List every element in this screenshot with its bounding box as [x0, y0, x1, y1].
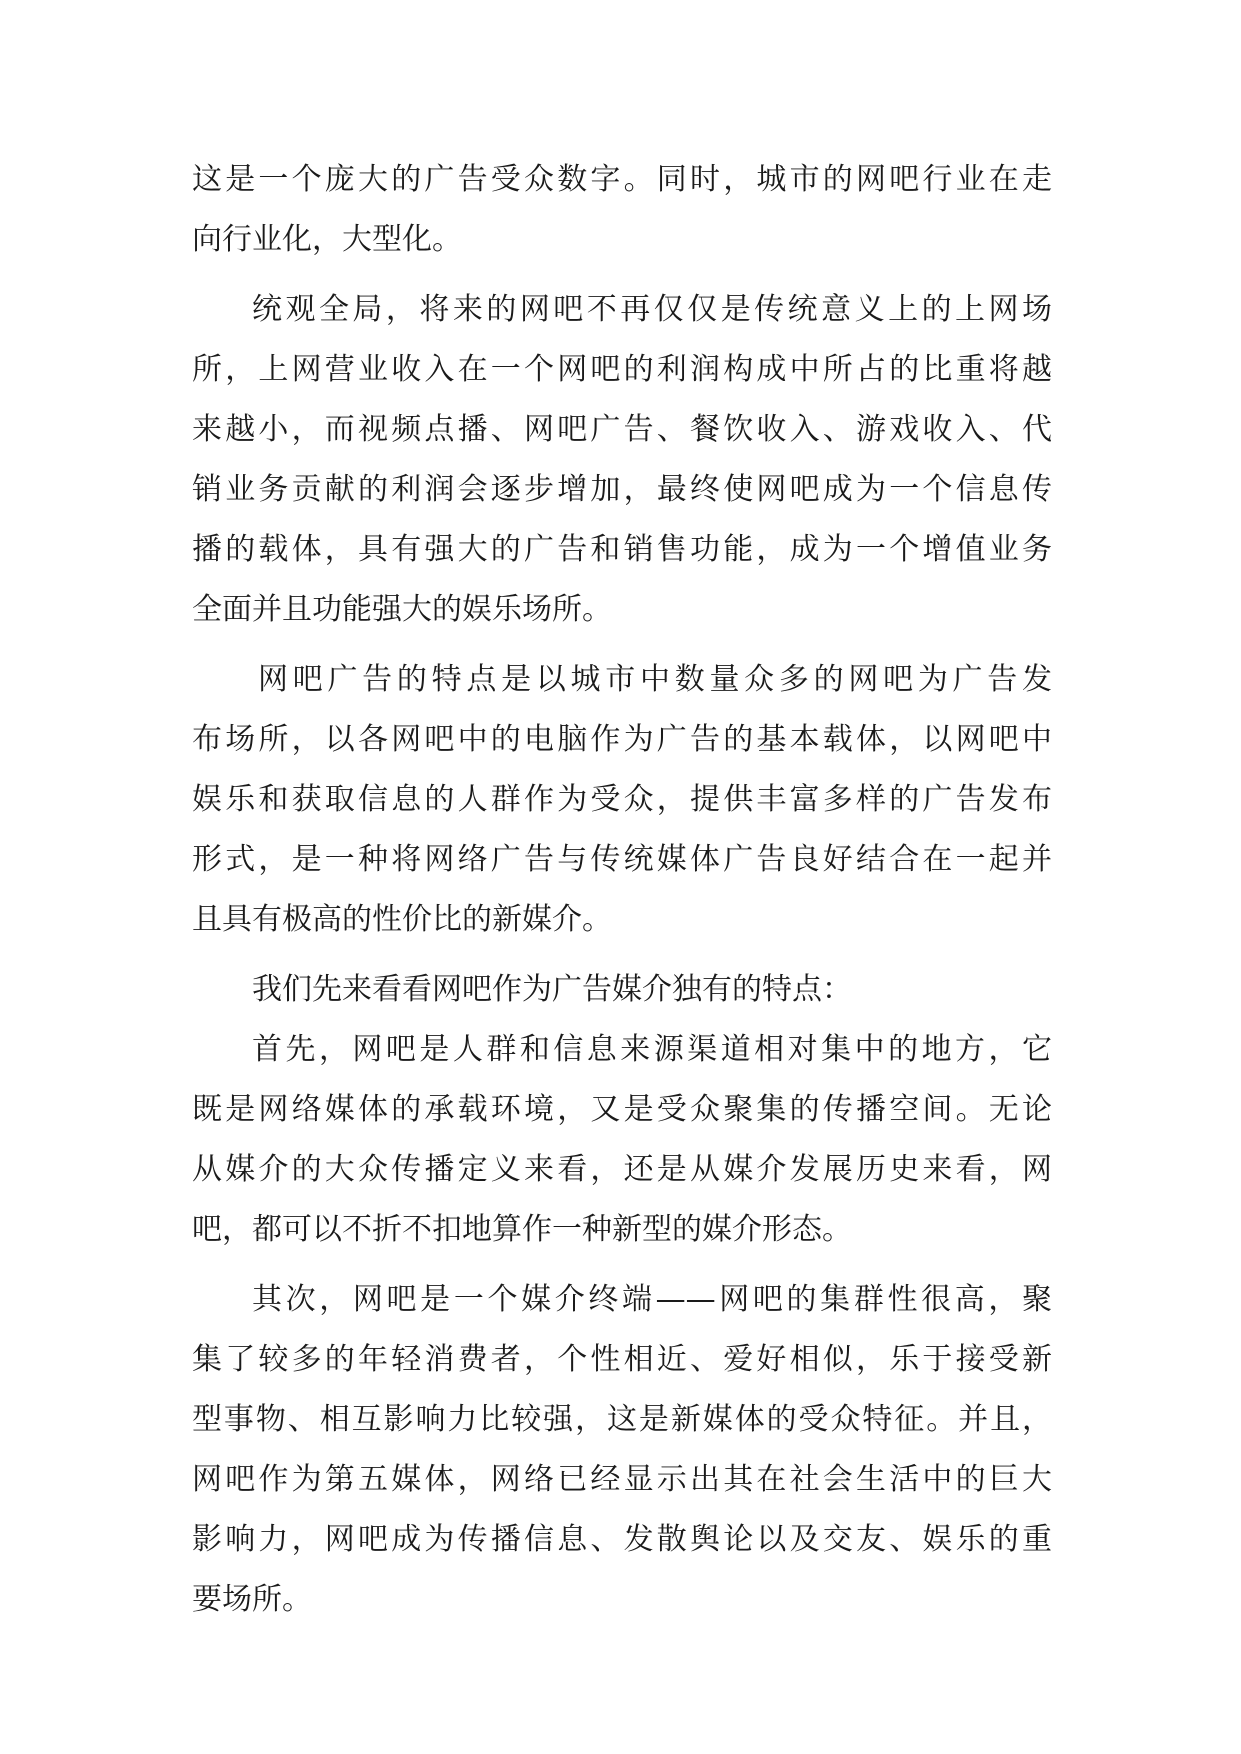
paragraph-first-line: 统观全局，将来的网吧不再仅仅是传统意义上的上网场 — [252, 292, 1052, 327]
paragraph-first-line: 首先，网吧是人群和信息来源渠道相对集中的地方，它 — [252, 1032, 1052, 1067]
paragraph-first-line: 网吧广告的特点是以城市中数量众多的网吧为广告发 — [258, 662, 1052, 697]
text-line: 来越小，而视频点播、网吧广告、餐饮收入、游戏收入、代 — [192, 412, 1052, 447]
text-line: 这是一个庞大的广告受众数字。同时，城市的网吧行业在走 — [192, 162, 1052, 197]
text-line: 吧，都可以不折不扣地算作一种新型的媒介形态。 — [192, 1212, 852, 1247]
paragraph-first-line: 其次，网吧是一个媒介终端——网吧的集群性很高，聚 — [252, 1282, 1052, 1317]
text-line: 集了较多的年轻消费者，个性相近、爱好相似，乐于接受新 — [192, 1342, 1052, 1377]
text-line: 从媒介的大众传播定义来看，还是从媒介发展历史来看，网 — [192, 1152, 1052, 1187]
paragraph-first-line: 我们先来看看网吧作为广告媒介独有的特点： — [252, 972, 852, 1007]
text-line: 所，上网营业收入在一个网吧的利润构成中所占的比重将越 — [192, 352, 1052, 387]
text-line: 既是网络媒体的承载环境，又是受众聚集的传播空间。无论 — [192, 1092, 1052, 1127]
text-line: 型事物、相互影响力比较强，这是新媒体的受众特征。并且， — [192, 1402, 1052, 1437]
text-line: 向行业化，大型化。 — [192, 222, 462, 257]
text-line: 销业务贡献的利润会逐步增加，最终使网吧成为一个信息传 — [192, 472, 1052, 507]
text-line: 且具有极高的性价比的新媒介。 — [192, 902, 612, 937]
text-line: 播的载体，具有强大的广告和销售功能，成为一个增值业务 — [192, 532, 1052, 567]
text-line: 网吧作为第五媒体，网络已经显示出其在社会生活中的巨大 — [192, 1462, 1052, 1497]
text-line: 影响力，网吧成为传播信息、发散舆论以及交友、娱乐的重 — [192, 1522, 1052, 1557]
text-line: 要场所。 — [192, 1582, 312, 1617]
text-line: 全面并且功能强大的娱乐场所。 — [192, 592, 612, 627]
text-line: 布场所，以各网吧中的电脑作为广告的基本载体，以网吧中 — [192, 722, 1052, 757]
text-line: 娱乐和获取信息的人群作为受众，提供丰富多样的广告发布 — [192, 782, 1052, 817]
document-body — [192, 150, 1052, 1630]
text-line: 形式，是一种将网络广告与传统媒体广告良好结合在一起并 — [192, 842, 1052, 877]
